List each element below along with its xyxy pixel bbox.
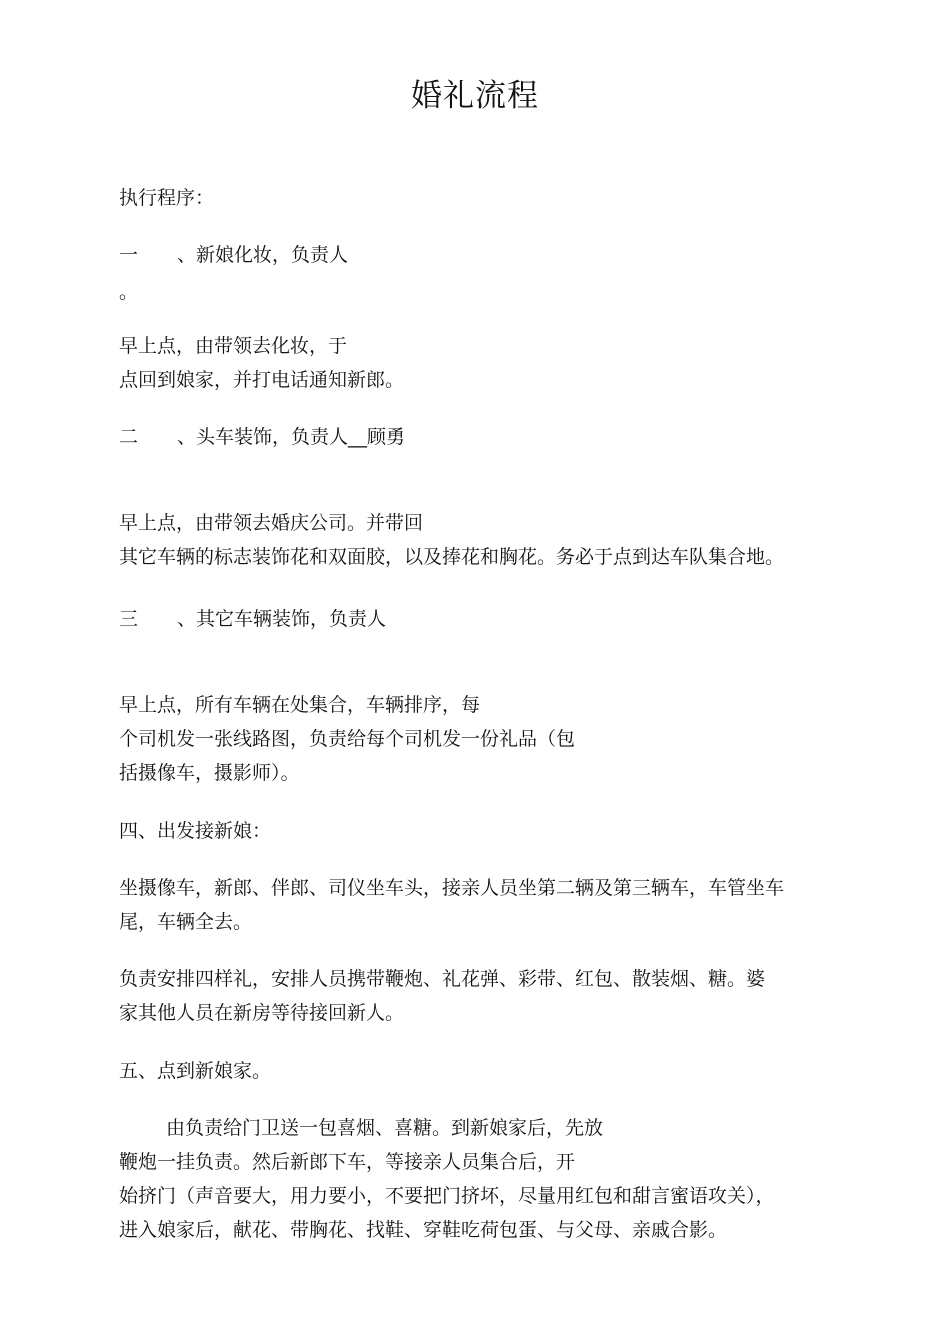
section-3-line-2: 个司机发一张线路图，负责给每个司机发一份礼品（包 [119,728,576,750]
section-2-heading [119,424,405,450]
section-5-line-1: 由负责给门卫送一包喜烟、喜糖。到新娘家后，先放 [166,1117,604,1139]
section-3-heading [119,606,386,632]
section-4-p2-line-2: 家其他人员在新房等待接回新人。 [119,1002,405,1024]
section-5-line-3: 始挤门（声音要大，用力要小，不要把门挤坏，尽量用红包和甜言蜜语攻关）， [119,1185,775,1207]
intro-text: 执行程序： [119,187,215,209]
section-2-title: 、头车装饰，负责人__顾勇 [177,426,406,448]
section-2-number: 二 [119,426,139,448]
section-1-trailing: 。 [119,281,139,303]
section-5-line-4: 进入娘家后，献花、带胸花、找鞋、穿鞋吃荷包蛋、与父母、亲戚合影。 [119,1219,728,1241]
section-1-number: 一 [119,244,139,266]
section-3-number: 三 [119,608,139,630]
section-5-line-2: 鞭炮一挂负责。然后新郎下车，等接亲人员集合后，开 [119,1151,576,1173]
section-4-heading: 四、出发接新娘： [119,820,272,842]
section-4-p1-line-2: 尾，车辆全去。 [119,911,253,933]
document-title: 婚礼流程 [411,78,539,114]
section-1-line-1: 早上点，由带领去化妆，于 [119,335,348,357]
section-4-p2-line-1: 负责安排四样礼，安排人员携带鞭炮、礼花弹、彩带、红包、散装烟、糖。婆 [119,968,766,990]
section-2-line-1: 早上点，由带领去婚庆公司。并带回 [119,512,424,534]
section-1-line-2: 点回到娘家，并打电话通知新郎。 [119,369,405,391]
section-3-title: 、其它车辆装饰，负责人 [177,608,387,630]
section-3-line-1: 早上点，所有车辆在处集合，车辆排序，每 [119,694,481,716]
section-3-line-3: 括摄像车，摄影师）。 [119,762,300,784]
section-2-line-2: 其它车辆的标志装饰花和双面胶，以及捧花和胸花。务必于点到达车队集合地。 [119,546,785,568]
section-1-heading [119,242,348,268]
section-5-heading: 五、点到新娘家。 [119,1060,272,1082]
section-1-title: 、新娘化妆，负责人 [177,244,349,266]
section-4-p1-line-1: 坐摄像车，新郎、伴郎、司仪坐车头，接亲人员坐第二辆及第三辆车，车管坐车 [119,877,785,899]
